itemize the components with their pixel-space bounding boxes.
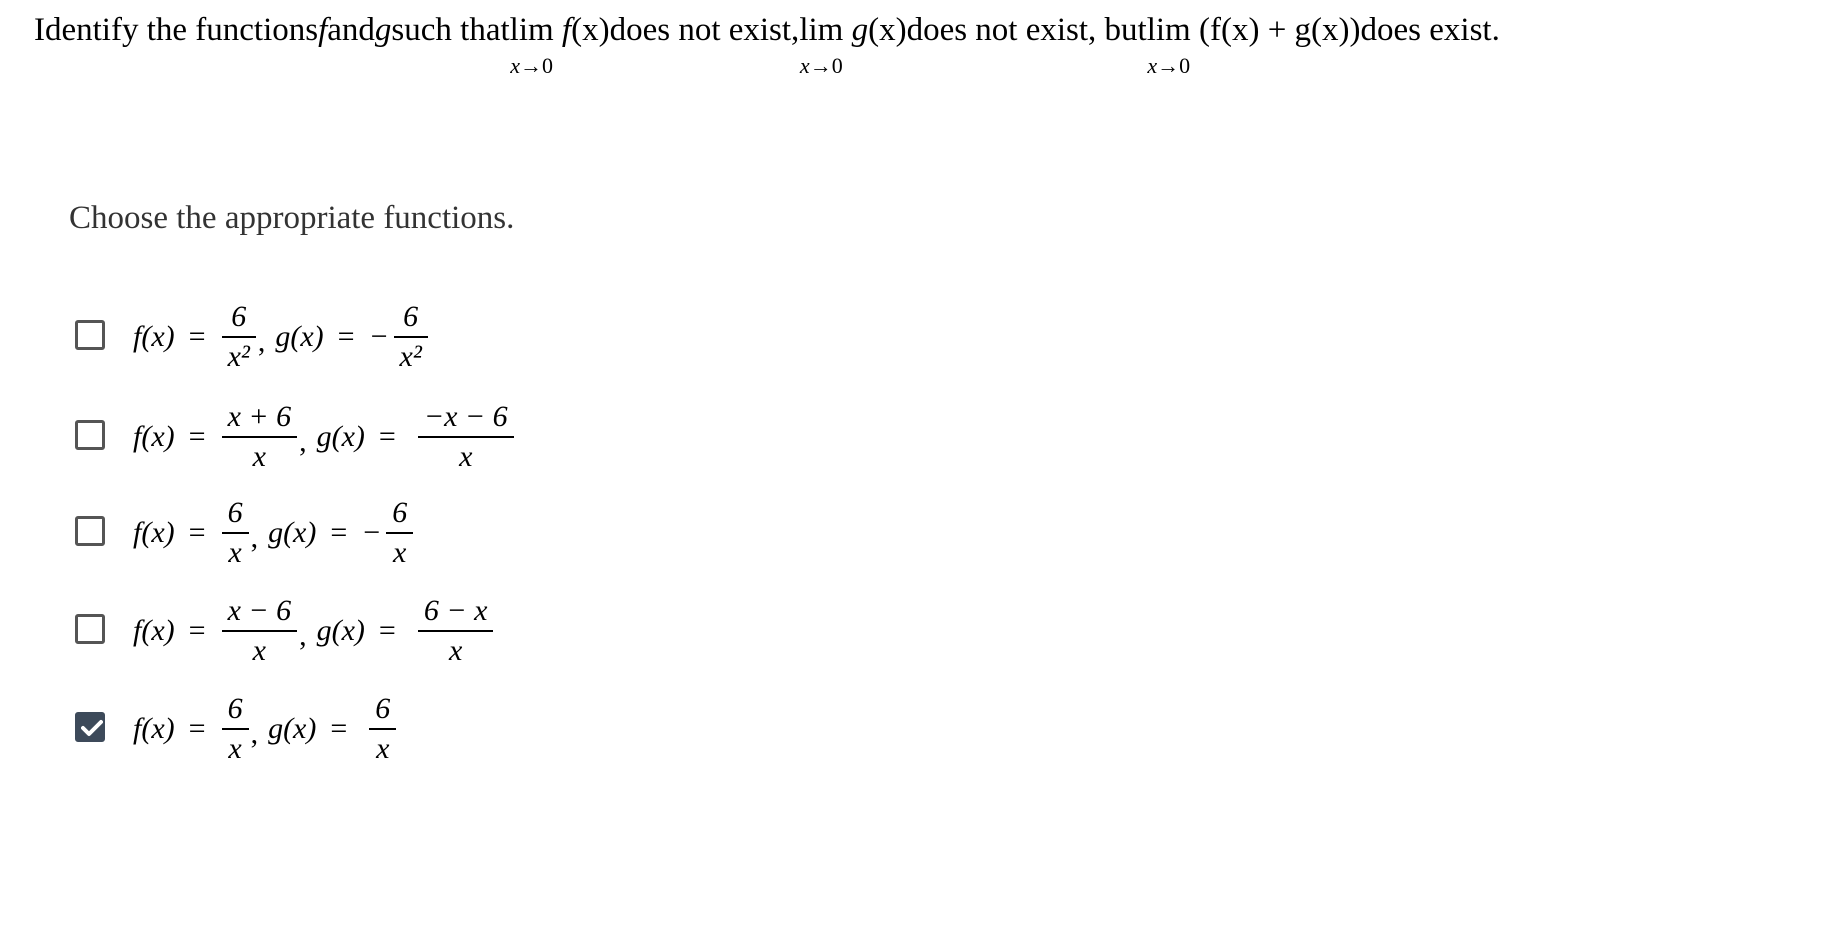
- option-expression: [133, 382, 514, 492]
- limit-3: lim x→0: [1147, 10, 1191, 50]
- question-part: does not exist,: [609, 12, 800, 48]
- comma: ,: [250, 717, 259, 750]
- comma: ,: [299, 425, 307, 458]
- equals-sign: =: [337, 320, 355, 353]
- g-denominator: x²: [399, 340, 422, 373]
- g-numerator: 6: [375, 692, 391, 725]
- limit-1: lim x→0: [510, 10, 554, 50]
- equals-sign: =: [188, 420, 206, 453]
- equals-sign: =: [330, 712, 348, 745]
- g-negation: −: [370, 320, 388, 353]
- question-part: does not exist, but: [906, 12, 1147, 48]
- g-numerator: 6: [392, 496, 408, 529]
- g-label: g(x): [316, 614, 365, 647]
- f-denominator: x: [252, 634, 266, 667]
- g-denominator: x: [448, 634, 463, 667]
- question-part: such that: [391, 12, 510, 48]
- option-checkbox[interactable]: [75, 516, 105, 546]
- limit-1-subscript: x→0: [510, 53, 554, 78]
- g-arg: (x): [868, 12, 907, 48]
- comma: ,: [257, 325, 266, 358]
- g-denominator: x: [376, 732, 390, 765]
- f-denominator: x²: [227, 340, 250, 373]
- f-numerator: 6: [227, 692, 243, 725]
- f-numerator: 6: [231, 300, 247, 333]
- answer-option[interactable]: [75, 692, 775, 802]
- f-denominator: x: [228, 536, 242, 569]
- f-denominator: x: [252, 440, 266, 473]
- g-fraction: [418, 592, 494, 670]
- prompt-text: Choose the appropriate functions.: [69, 200, 515, 236]
- option-expression: [133, 674, 396, 784]
- g-label: g(x): [275, 320, 324, 353]
- f-label: f(x): [133, 420, 175, 453]
- equals-sign: =: [188, 614, 206, 647]
- option-checkbox[interactable]: [75, 420, 105, 450]
- g-label: g(x): [268, 712, 317, 745]
- g-fraction: [418, 398, 514, 476]
- g-symbol: g: [374, 12, 392, 48]
- f-label: f(x): [133, 320, 175, 353]
- question-part: does exist.: [1360, 12, 1500, 48]
- g-numerator: −x − 6: [423, 400, 508, 433]
- option-expression: [133, 478, 413, 588]
- option-expression: [133, 576, 493, 686]
- question-part: and: [327, 12, 375, 48]
- option-expression: [133, 282, 428, 392]
- g-label: g(x): [316, 420, 365, 453]
- f-expr: f: [561, 12, 572, 48]
- f-fraction: [222, 690, 249, 768]
- f-label: f(x): [133, 614, 175, 647]
- option-checkbox[interactable]: [75, 614, 105, 644]
- f-fraction: [222, 298, 256, 376]
- g-denominator: x: [459, 440, 473, 473]
- f-fraction: [222, 494, 249, 572]
- g-denominator: x: [393, 536, 407, 569]
- g-fraction: [386, 494, 413, 572]
- question-part: Identify the functions: [34, 12, 319, 48]
- limit-2: lim x→0: [799, 10, 843, 50]
- g-numerator: 6: [403, 300, 419, 333]
- equals-sign: =: [330, 516, 348, 549]
- equals-sign: =: [378, 420, 396, 453]
- f-label: f(x): [133, 712, 175, 745]
- f-arg: (x): [571, 12, 610, 48]
- g-fraction: [369, 690, 396, 768]
- g-negation: −: [363, 516, 381, 549]
- g-numerator: 6 − x: [423, 594, 488, 627]
- f-fraction: [222, 398, 298, 476]
- f-numerator: 6: [227, 496, 243, 529]
- f-fraction: [222, 592, 298, 670]
- limit-3-subscript: x→0: [1147, 53, 1191, 78]
- f-symbol: f: [318, 12, 328, 48]
- sum-expr: (f(x) + g(x)): [1198, 12, 1361, 48]
- option-checkbox[interactable]: [75, 712, 105, 742]
- g-fraction: [394, 298, 428, 376]
- limit-2-subscript: x→0: [799, 53, 843, 78]
- equals-sign: =: [188, 712, 206, 745]
- equals-sign: =: [188, 516, 206, 549]
- comma: ,: [250, 521, 259, 554]
- equals-sign: =: [378, 614, 396, 647]
- f-label: f(x): [133, 516, 175, 549]
- checkmark-icon: [81, 719, 103, 737]
- question-text: [34, 10, 1814, 78]
- equals-sign: =: [188, 320, 206, 353]
- f-denominator: x: [228, 732, 242, 765]
- f-numerator: x − 6: [227, 594, 292, 627]
- g-expr: g: [851, 12, 869, 48]
- comma: ,: [299, 619, 307, 652]
- g-label: g(x): [268, 516, 317, 549]
- option-checkbox[interactable]: [75, 320, 105, 350]
- f-numerator: x + 6: [227, 400, 292, 433]
